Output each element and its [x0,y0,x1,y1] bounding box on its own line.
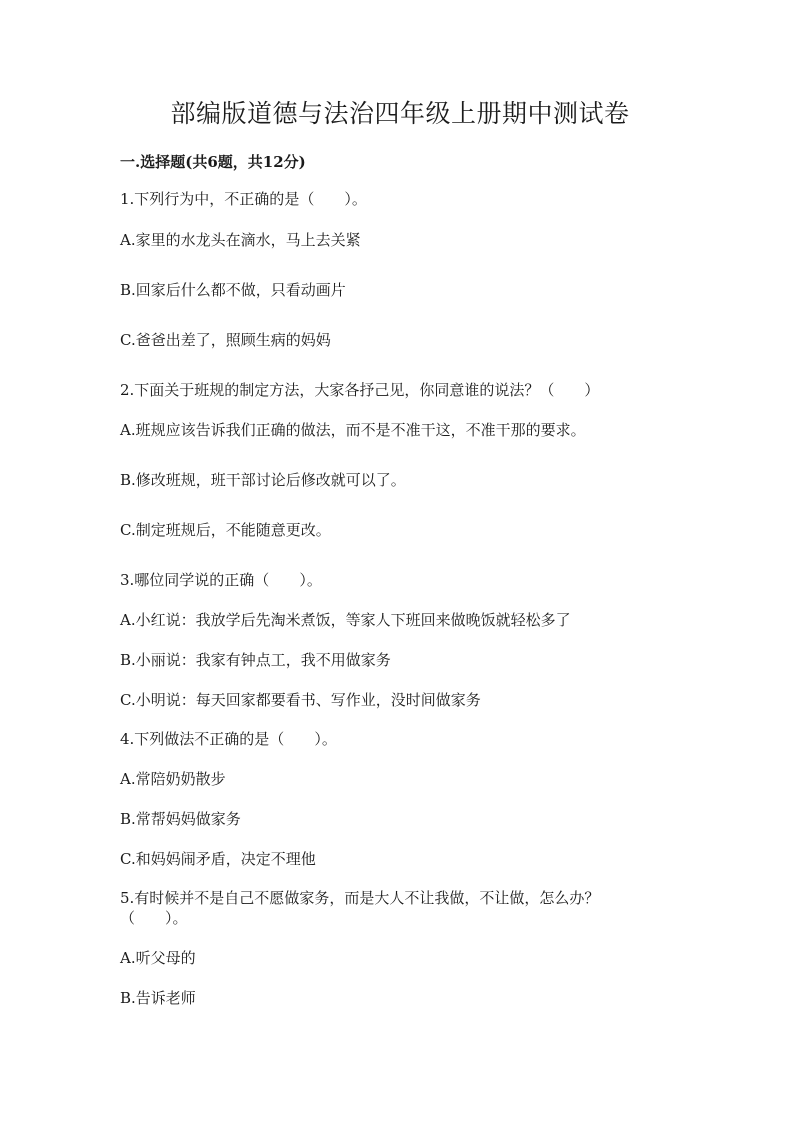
question-5-stem-continued: （ ）。 [120,909,188,927]
question-3-option-b: B.小丽说：我家有钟点工，我不用做家务 [120,651,391,669]
question-5-option-b: B.告诉老师 [120,989,196,1007]
question-4-option-a: A.常陪奶奶散步 [120,770,226,788]
question-5-stem: 5.有时候并不是自己不愿做家务，而是大人不让我做，不让做，怎么办？ [120,889,600,907]
question-1-option-a: A.家里的水龙头在滴水，马上去关紧 [120,231,361,249]
question-3-stem: 3.哪位同学说的正确（ ）。 [120,571,322,589]
question-1-option-b: B.回家后什么都不做，只看动画片 [120,281,346,299]
page-title: 部编版道德与法治四年级上册期中测试卷 [170,99,630,128]
question-3-option-a: A.小红说：我放学后先淘米煮饭，等家人下班回来做晚饭就轻松多了 [120,611,571,629]
question-4-option-b: B.常帮妈妈做家务 [120,810,241,828]
section-heading: 一.选择题(共6题，共12分) [120,153,306,171]
question-2-option-a: A.班规应该告诉我们正确的做法，而不是不准干这，不准干那的要求。 [120,421,586,439]
question-4-option-c: C.和妈妈闹矛盾，决定不理他 [120,850,316,868]
question-4-stem: 4.下列做法不正确的是（ ）。 [120,730,337,748]
question-2-stem: 2.下面关于班规的制定方法，大家各抒己见，你同意谁的说法？（ ） [120,381,600,399]
question-2-option-b: B.修改班规，班干部讨论后修改就可以了。 [120,471,406,489]
question-3-option-c: C.小明说：每天回家都要看书、写作业，没时间做家务 [120,691,481,709]
question-1-stem: 1.下列行为中，不正确的是（ ）。 [120,190,367,208]
question-2-option-c: C.制定班规后，不能随意更改。 [120,521,331,539]
question-5-option-a: A.听父母的 [120,949,196,967]
question-1-option-c: C.爸爸出差了，照顾生病的妈妈 [120,331,331,349]
